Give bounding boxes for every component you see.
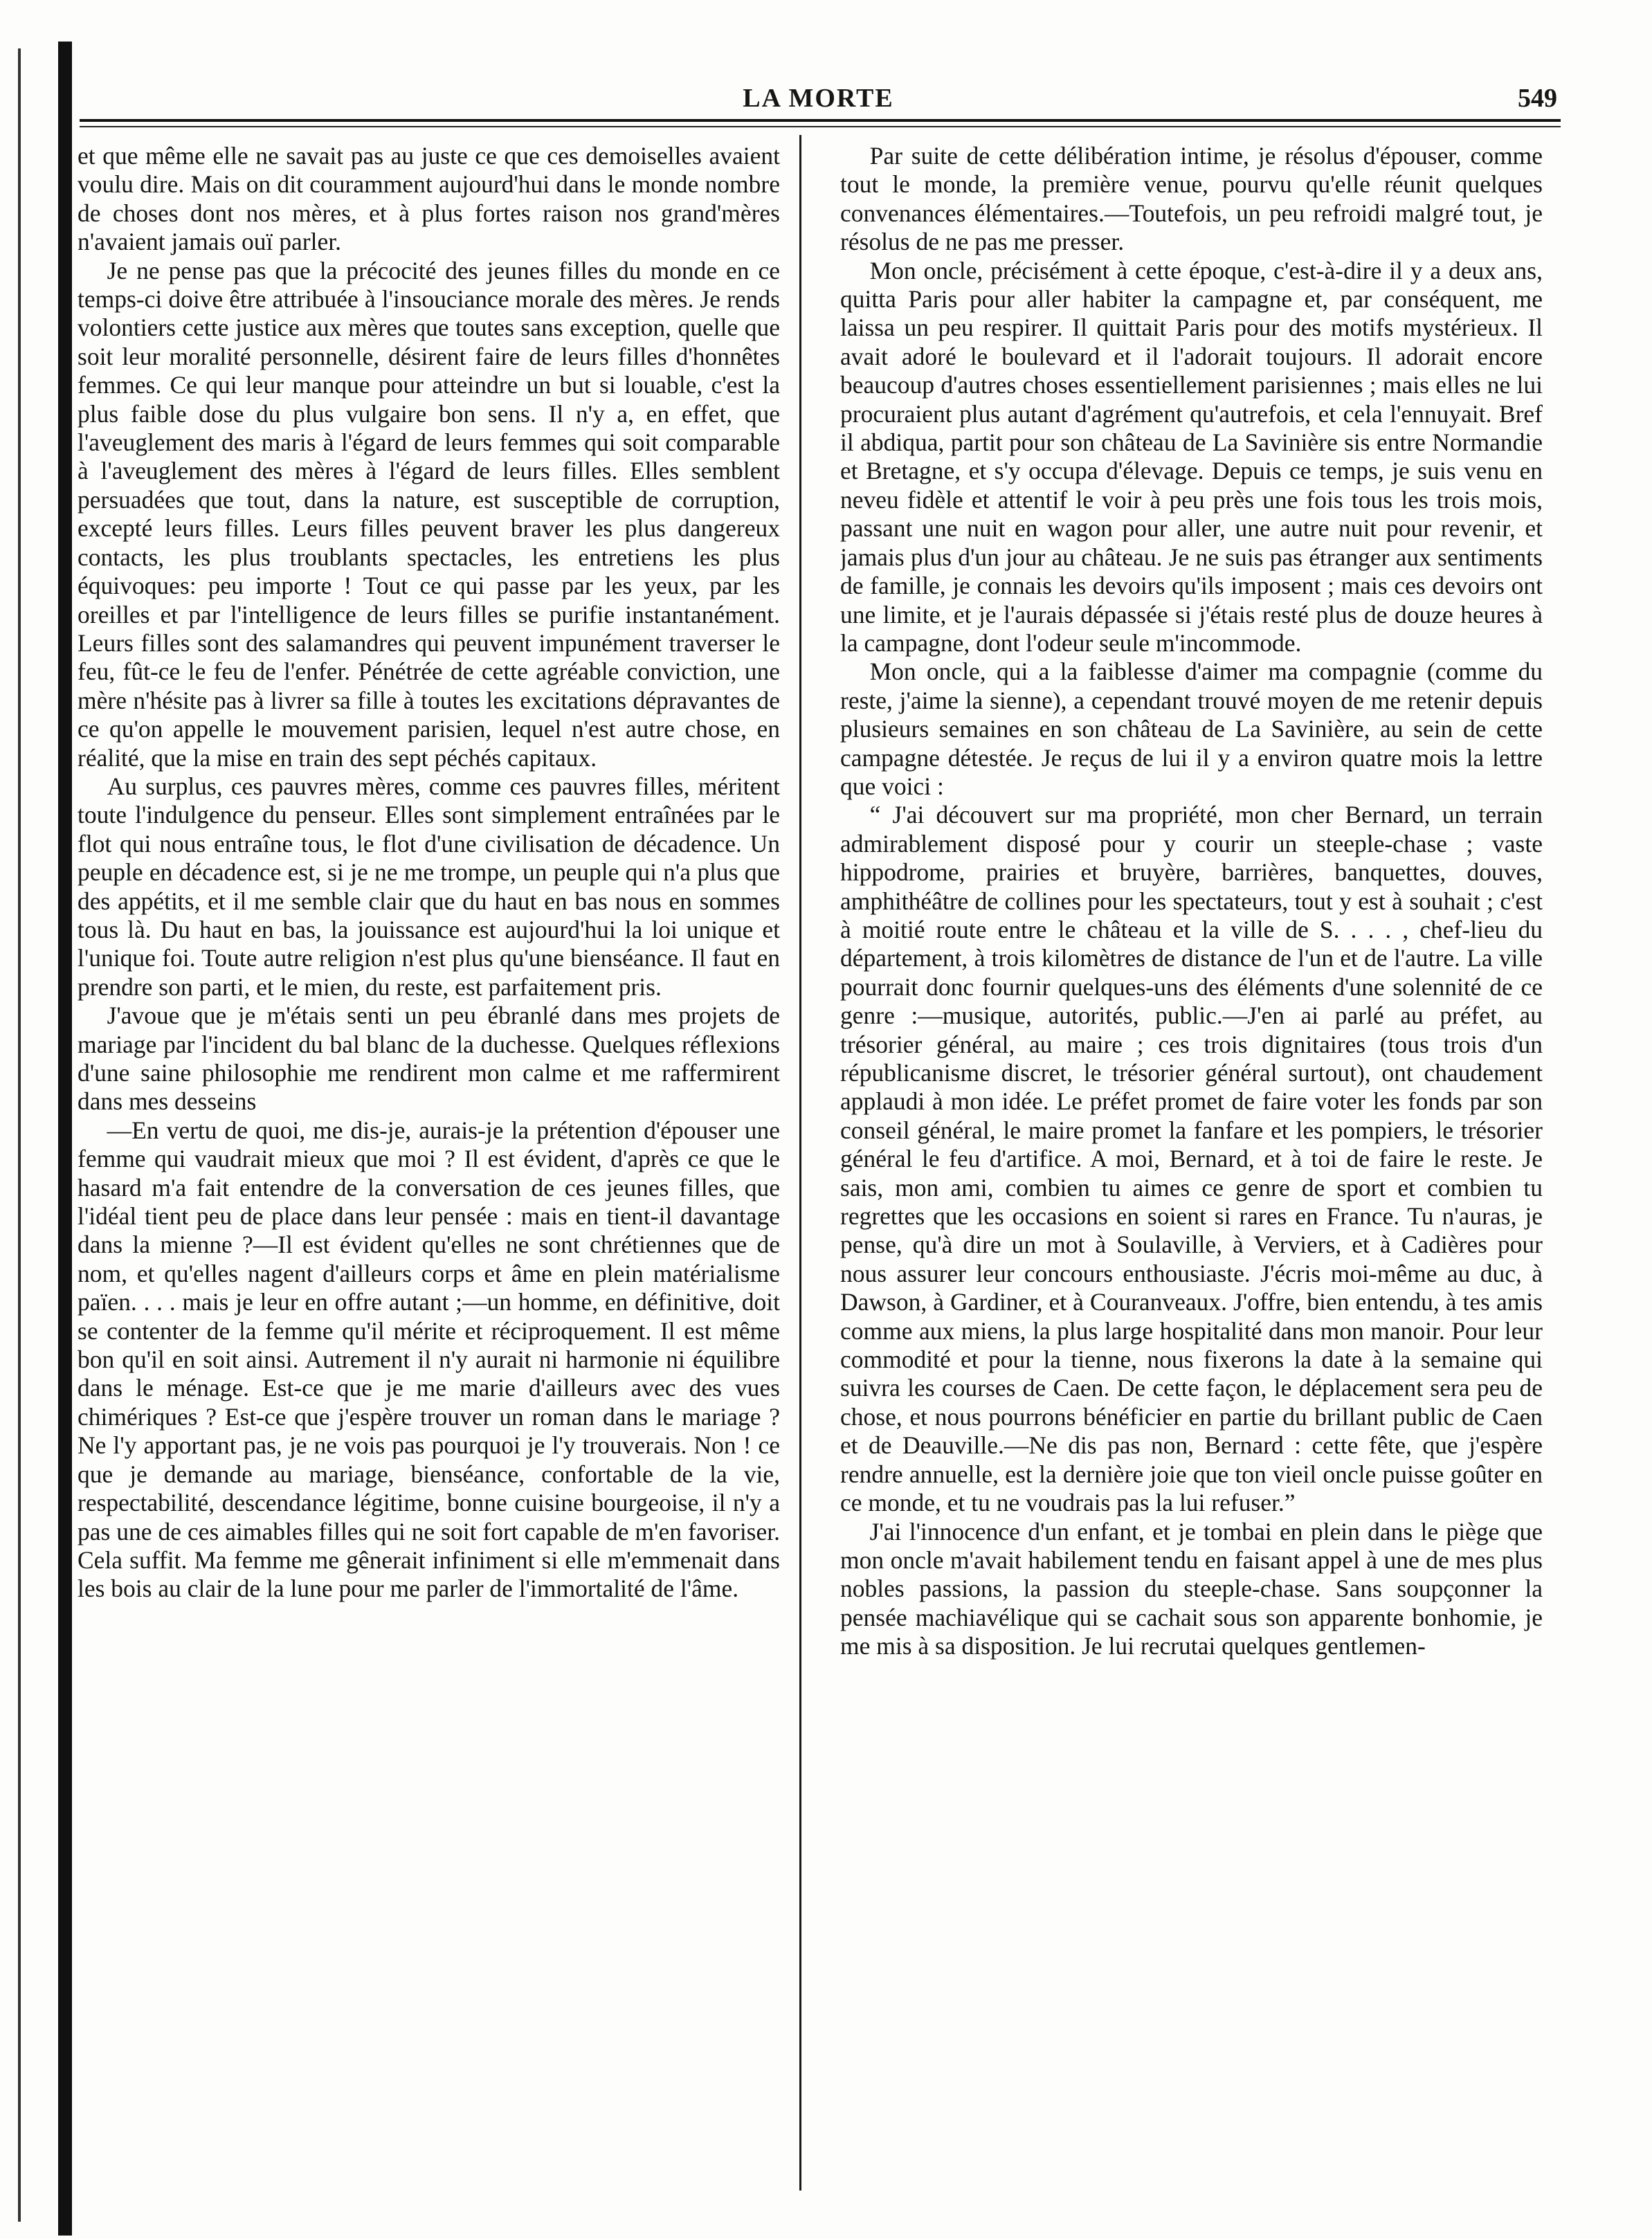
binding-shadow-bar xyxy=(58,42,72,2236)
paragraph: et que même elle ne savait pas au juste ce que ces demoiselles avaient voulu dire. Mais on dit couramment aujourd'hui dans le monde nombre de choses dont nos mères, et à plus fortes raison nos grand'mères n'avaient jamais ouï parler. xyxy=(78,142,780,256)
paragraph: Par suite de cette délibération intime, je résolus d'épouser, comme tout le monde, la première venue, pourvu qu'elle réunit quelques convenances élémentaires.—Toutefois, un peu refroidi malgré tout, je résolus de ne pas me presser. xyxy=(840,142,1543,256)
binding-edge-line xyxy=(18,48,21,2222)
paragraph: Mon oncle, précisément à cette époque, c'est-à-dire il y a deux ans, quitta Paris pour aller habiter la campagne et, par conséquent, me laissa un peu respirer. Il quittait Paris pour des motifs mystérieux. Il avait adoré le boulevard et il l'adorait toujours. Il adorait encore beaucoup d'autres choses essentiellement parisiennes ; mais elles ne lui procuraient plus autant d'agrément qu'autrefois, et cela l'ennuyait. Bref il abdiqua, partit pour son château de La Savinière sis entre Normandie et Bretagne, et s'y occupa d'élevage. Depuis ce temps, je suis venu en neveu fidèle et attentif le voir à peu près une fois tous les trois mois, passant une nuit en wagon pour aller, une autre nuit pour revenir, et jamais plus d'un jour au château. Je ne suis pas étranger aux sentiments de famille, je connais les devoirs qu'ils imposent ; mais ces devoirs ont une limite, et je l'aurais dépassée si j'étais resté plus de douze heures à la campagne, dont l'odeur seule m'incommode. xyxy=(840,256,1543,657)
column-divider xyxy=(799,135,801,2191)
header-rule-thick xyxy=(80,119,1561,122)
header-rule-thin xyxy=(80,126,1561,127)
page-header xyxy=(80,78,1557,119)
paragraph: J'ai l'innocence d'un enfant, et je tombai en plein dans le piège que mon oncle m'avait habilement tendu en faisant appel à une de mes plus nobles passions, la passion du steeple-chase. Sans soupçonner la pensée machiavélique qui se cachait sous son apparente bonhomie, je me mis à sa disposition. Je lui recrutai quelques gentlemen- xyxy=(840,1517,1543,1660)
letter-paragraph: “ J'ai découvert sur ma propriété, mon cher Bernard, un terrain admirablement disposé pour y courir un steeple-chase ; vaste hippodrome, prairies et bruyère, barrières, banquettes, douves, amphithéâtre de collines pour les spectateurs, tout y est à souhait ; c'est à moitié route entre le château et la ville de S. . . . , chef-lieu du département, à trois kilomètres de distance de l'un et de l'autre. La ville pourrait donc fournir quelques-uns des éléments d'une solennité de ce genre :—musique, autorités, public.—J'en ai parlé au préfet, au trésorier général, au maire ; ces trois dignitaires (tous trois d'un républicanisme discret, le trésorier général surtout), ont chaudement applaudi à mon idée. Le préfet promet de faire voter les fonds par son conseil général, le maire promet la fanfare et les pompiers, le trésorier général le feu d'artifice. A moi, Bernard, et à toi de faire le reste. Je sais, mon ami, combien tu aimes ce genre de sport et combien tu regrettes que les occasions en soient si rares en France. Tu n'auras, je pense, qu'à dire un mot à Soulaville, à Verviers, et à Cadières pour nous assurer leur concours enthousiaste. J'écris moi-même au duc, à Dawson, à Gardiner, et à Couranveaux. J'offre, bien entendu, à tes amis comme aux miens, la plus large hospitalité dans mon manoir. Pour leur commodité et pour la tienne, nous fixerons la date à la semaine qui suivra les courses de Caen. De cette façon, le déplacement sera peu de chose, et nous pourrons bénéficier en partie du brillant public de Caen et de Deauville.—Ne dis pas non, Bernard : cette fête, que j'espère rendre annuelle, est la dernière joie que ton vieil oncle puisse goûter en ce monde, et tu ne voudrais pas la lui refuser.” xyxy=(840,801,1543,1517)
paragraph: Au surplus, ces pauvres mères, comme ces pauvres filles, méritent toute l'indulgence du penseur. Elles sont simplement entraînées par le flot qui nous entraîne tous, le flot d'une civilisation de décadence. Un peuple en décadence est, si je ne me trompe, un peuple qui n'a plus que des appétits, et il me semble clair que du haut en bas nous en sommes tous là. Du haut en bas, la jouissance est aujourd'hui la loi unique et l'unique foi. Toute autre religion n'est plus qu'une bienséance. Il faut en prendre son parti, et le mien, du reste, est parfaitement pris. xyxy=(78,772,780,1001)
paragraph: J'avoue que je m'étais senti un peu ébranlé dans mes projets de mariage par l'incident du bal blanc de la duchesse. Quelques réflexions d'une saine philosophie me rendirent mon calme et me raffermirent dans mes desseins xyxy=(78,1001,780,1116)
right-column xyxy=(840,142,1543,2191)
left-column xyxy=(78,142,780,2191)
paragraph: Mon oncle, qui a la faiblesse d'aimer ma compagnie (comme du reste, j'aime la sienne), a cependant trouvé moyen de me retenir depuis plusieurs semaines en son château de La Savinière, au sein de cette campagne détestée. Je reçus de lui il y a environ quatre mois la lettre que voici : xyxy=(840,658,1543,800)
paragraph: —En vertu de quoi, me dis-je, aurais-je la prétention d'épouser une femme qui vaudrait mieux que moi ? Il est évident, d'après ce que le hasard m'a fait entendre de la conversation de ces jeunes filles, que l'idéal tient peu de place dans leur pensée : mais en tient-il davantage dans la mienne ?—Il est évident qu'elles ne sont chrétiennes que de nom, et qu'elles nagent d'ailleurs corps et âme en plein matérialisme païen. . . . mais je leur en offre autant ;—un homme, en définitive, doit se contenter de la femme qu'il mérite et réciproquement. Il est même bon qu'il en soit ainsi. Autrement il n'y aurait ni harmonie ni équilibre dans le ménage. Est-ce que je me marie d'ailleurs avec des vues chimériques ? Est-ce que j'espère trouver un roman dans le mariage ? Ne l'y apportant pas, je ne vois pas pourquoi je l'y trouverais. Non ! ce que je demande au mariage, bienséance, confortable de la vie, respectabilité, descendance légitime, bonne cuisine bourgeoise, il n'y a pas une de ces aimables filles qui ne soit fort capable de m'en favoriser. Cela suffit. Ma femme me gênerait infiniment si elle m'emmenait dans les bois au clair de la lune pour me parler de l'immortalité de l'âme. xyxy=(78,1116,780,1603)
running-title: LA MORTE xyxy=(743,84,894,113)
paragraph: Je ne pense pas que la précocité des jeunes filles du monde en ce temps-ci doive être attribuée à l'insouciance morale des mères. Je rends volontiers cette justice aux mères que toutes sans exception, quelle que soit leur moralité personnelle, désirent faire de leurs filles d'honnêtes femmes. Ce qui leur manque pour atteindre un but si louable, c'est la plus faible dose du plus vulgaire bon sens. Il n'y a, en effet, que l'aveuglement des maris à l'égard de leurs femmes qui soit comparable à l'aveuglement des mères à l'égard de leurs filles. Elles semblent persuadées que tout, dans la nature, est susceptible de corruption, excepté leurs filles. Leurs filles peuvent braver les plus dangereux contacts, les plus troublants spectacles, les entretiens les plus équivoques: peu importe ! Tout ce qui passe par les yeux, par les oreilles et par l'intelligence de leurs filles se purifie instantanément. Leurs filles sont des salamandres qui peuvent impunément traverser le feu, fût-ce le feu de l'enfer. Pénétrée de cette agréable conviction, une mère n'hésite pas à livrer sa fille à toutes les excitations dépravantes de ce qu'on appelle le mouvement parisien, lequel n'est autre chose, en réalité, que la mise en train des sept péchés capitaux. xyxy=(78,256,780,772)
page-number: 549 xyxy=(1518,84,1557,113)
